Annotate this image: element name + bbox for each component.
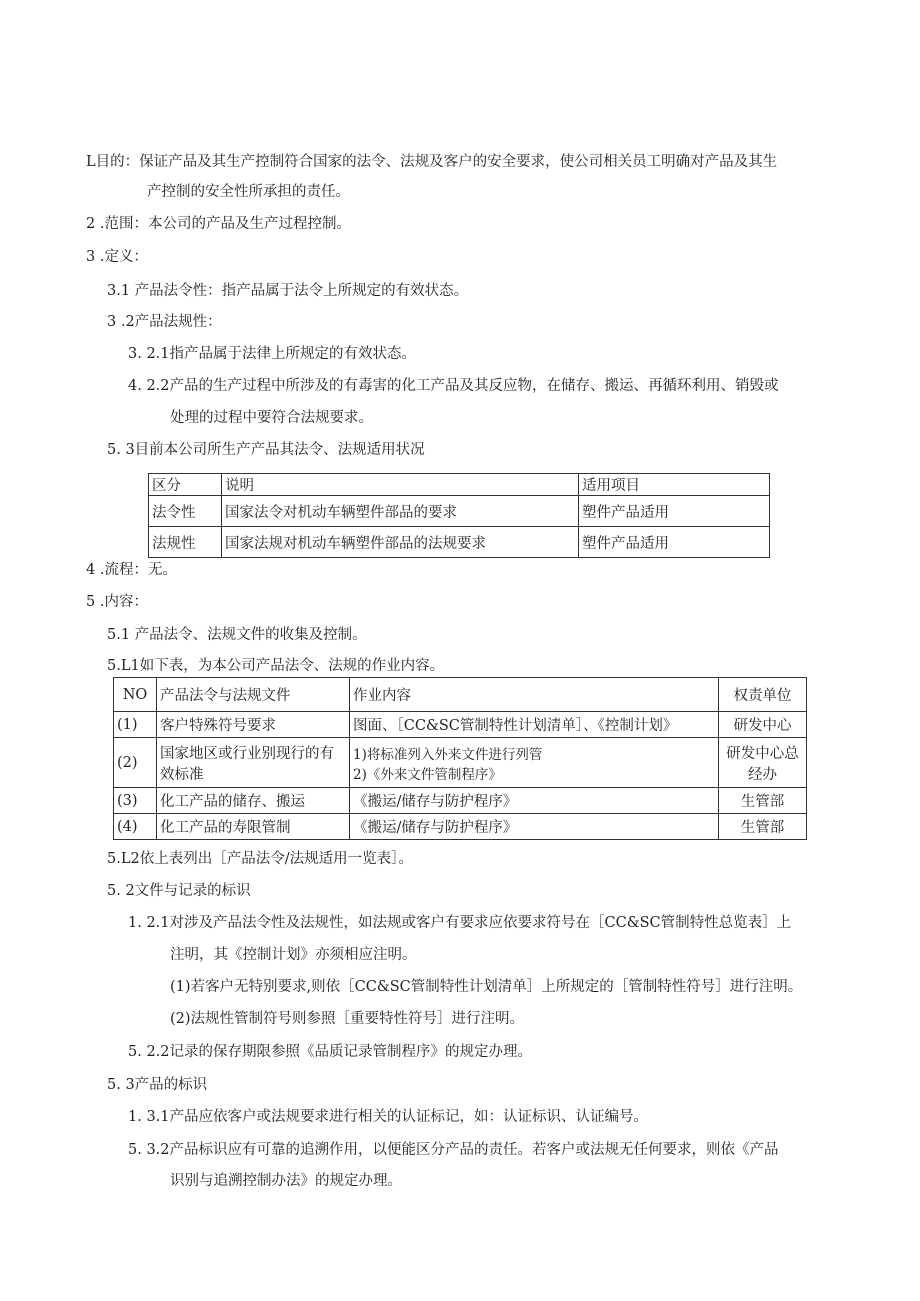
table2-doc bbox=[157, 738, 350, 788]
table-row bbox=[114, 738, 807, 788]
table-row bbox=[114, 712, 807, 738]
regulation-work-table bbox=[113, 677, 807, 840]
section-5-2-1-line-2: 注明，其《控制计划》亦须相应注明。 bbox=[170, 947, 417, 963]
section-5-1-2: 5.L2依上表列出［产品法令/法规适用一览表］。 bbox=[107, 851, 413, 867]
table2-doc: 客户特殊符号要求 bbox=[157, 712, 350, 738]
table1-cell: 法令性 bbox=[149, 496, 222, 527]
table2-no: (2) bbox=[114, 738, 157, 788]
section-3-2-2-line-2: 处理的过程中要符合法规要求。 bbox=[170, 410, 373, 426]
table2-doc-line: 效标准 bbox=[160, 766, 204, 783]
section-5-3-1: 1. 3.1产品应依客户或法规要求进行相关的认证标记，如：认证标识、认证编号。 bbox=[128, 1109, 649, 1125]
table2-work: 图面、［CC&SC管制特性计划清单］、《控制计划》 bbox=[350, 712, 719, 738]
table-row bbox=[149, 527, 770, 558]
section-5-2-1-item-1: (1)若客户无特别要求,则依［CC&SC管制特性计划清单］上所规定的［管制特性符号］进行注明。 bbox=[170, 979, 803, 995]
table1-cell: 塑件产品适用 bbox=[579, 496, 770, 527]
table2-work bbox=[350, 738, 719, 788]
table2-work-line: 1)将标准列入外来文件进行列管 bbox=[353, 746, 543, 763]
table2-work-line: 2)《外来文件管制程序》 bbox=[353, 766, 502, 783]
section-5-2-1-item-2: (2)法规性管制符号则参照［重要特性符号］进行注明。 bbox=[170, 1011, 525, 1027]
section-5-3-2-line-1: 5. 3.2产品标识应有可靠的追溯作用，以便能区分产品的责任。若客户或法规无任何要求，则依《产品 bbox=[128, 1142, 779, 1158]
table1-cell: 塑件产品适用 bbox=[579, 527, 770, 558]
section-2: 2 .范围：本公司的产品及生产过程控制。 bbox=[86, 216, 351, 232]
section-3-3: 5. 3目前本公司所生产产品其法令、法规适用状况 bbox=[107, 442, 425, 458]
table2-work: 《搬运/储存与防护程序》 bbox=[350, 814, 719, 840]
section-5-3-2-line-2: 识别与追溯控制办法》的规定办理。 bbox=[170, 1173, 402, 1189]
table2-doc: 化工产品的储存、搬运 bbox=[157, 788, 350, 814]
table2-no: (4) bbox=[114, 814, 157, 840]
section-5-1-1: 5.L1如下表，为本公司产品法令、法规的作业内容。 bbox=[107, 658, 445, 674]
section-5-2-1-line-1: 1. 2.1对涉及产品法令性及法规性，如法规或客户有要求应依要求符号在［CC&SC管制特性总览表］上 bbox=[128, 915, 792, 931]
section-5-1: 5.1 产品法令、法规文件的收集及控制。 bbox=[107, 627, 367, 643]
law-applicability-table bbox=[148, 473, 770, 558]
table2-no: (3) bbox=[114, 788, 157, 814]
table1-cell: 国家法令对机动车辆塑件部品的要求 bbox=[222, 496, 579, 527]
table-row bbox=[114, 788, 807, 814]
table2-owner: 生管部 bbox=[719, 788, 807, 814]
table-row bbox=[114, 814, 807, 840]
table2-owner: 生管部 bbox=[719, 814, 807, 840]
section-3-2-1: 3. 2.1指产品属于法律上所规定的有效状态。 bbox=[128, 346, 417, 362]
section-1-line-1: L目的：保证产品及其生产控制符合国家的法令、法规及客户的安全要求，使公司相关员工明确对产品及其生 bbox=[86, 154, 778, 170]
table1-header-description: 说明 bbox=[222, 474, 579, 496]
section-3-2-2-line-1: 4. 2.2产品的生产过程中所涉及的有毒害的化工产品及其反应物，在储存、搬运、再循环利用、销毁或 bbox=[128, 378, 779, 394]
table1-cell: 法规性 bbox=[149, 527, 222, 558]
section-5-2: 5. 2文件与记录的标识 bbox=[107, 883, 251, 899]
table1-header-category: 区分 bbox=[149, 474, 222, 496]
table2-owner-line: 研发中心总 bbox=[726, 745, 799, 762]
table1-cell: 国家法规对机动车辆塑件部品的法规要求 bbox=[222, 527, 579, 558]
section-5-2-2: 5. 2.2记录的保存期限参照《品质记录管制程序》的规定办理。 bbox=[128, 1044, 533, 1060]
section-3: 3 .定义： bbox=[86, 249, 148, 265]
table-row bbox=[149, 496, 770, 527]
section-3-2: 3 .2产品法规性： bbox=[107, 314, 222, 330]
table2-no: (1) bbox=[114, 712, 157, 738]
table2-work: 《搬运/储存与防护程序》 bbox=[350, 788, 719, 814]
section-3-1: 3.1 产品法令性：指产品属于法令上所规定的有效状态。 bbox=[107, 283, 469, 299]
table2-header-work: 作业内容 bbox=[350, 678, 719, 712]
table2-doc-line: 国家地区或行业别现行的有 bbox=[160, 745, 334, 762]
table2-doc: 化工产品的寿限管制 bbox=[157, 814, 350, 840]
table2-owner: 研发中心 bbox=[719, 712, 807, 738]
table1-header-applicable: 适用项目 bbox=[579, 474, 770, 496]
table2-owner bbox=[719, 738, 807, 788]
section-5: 5 .内容： bbox=[86, 594, 148, 610]
table2-header-no: NO bbox=[114, 678, 157, 712]
section-5-3: 5. 3产品的标识 bbox=[107, 1077, 208, 1093]
section-1-line-2: 产控制的安全性所承担的责任。 bbox=[147, 184, 350, 200]
section-4: 4 .流程：无。 bbox=[86, 562, 177, 578]
table2-owner-line: 经办 bbox=[748, 766, 777, 783]
table2-header-document: 产品法令与法规文件 bbox=[157, 678, 350, 712]
table2-header-owner: 权责单位 bbox=[719, 678, 807, 712]
